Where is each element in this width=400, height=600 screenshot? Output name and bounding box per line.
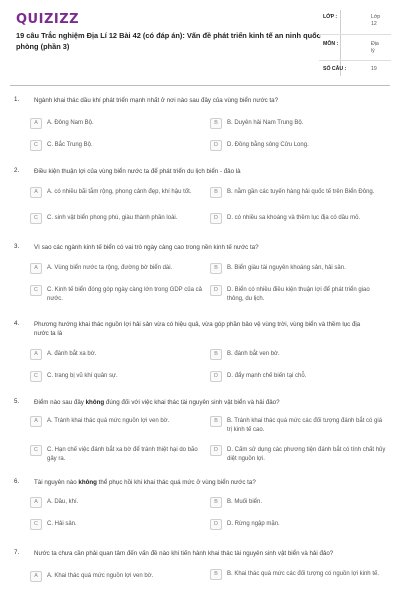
option-letter: B (210, 349, 222, 360)
option-letter: C (30, 213, 42, 224)
question-text-part: Điểm nào sau đây (34, 399, 86, 406)
question-number: 6. (14, 478, 20, 485)
option-letter: D (210, 519, 222, 530)
option-letter: C (30, 371, 42, 382)
option-text: D. có nhiều sa khoáng và thềm lục địa có dầu mỏ. (227, 215, 361, 221)
question-text: Vì sao các ngành kinh tế biển có vai trò ngày càng cao trong nền kinh tế nước ta? (34, 244, 259, 251)
question-number: 2. (14, 167, 20, 174)
question-text-part: thể phục hồi khi khai thác quá mức ở vùng biển nước ta? (96, 479, 256, 486)
option-letter: D (210, 140, 222, 151)
worksheet-title: 19 câu Trắc nghiệm Địa Lí 12 Bài 42 (có đáp án): Vấn đề phát triển kinh tế an ninh quốc phòng (phần 3) (16, 31, 321, 51)
option-text: B. đánh bắt ven bờ. (227, 351, 280, 357)
option-letter: D (210, 371, 222, 382)
question-number: 3. (14, 243, 20, 250)
option-letter: A (30, 118, 42, 129)
quizizz-logo: QUIZIZZ (16, 12, 80, 27)
option-text: B. Tránh khai thác quá mức các đối tượng đánh bắt có giá trị kinh tế cao. (227, 418, 383, 433)
meta-value-grade: Lớp 12 (371, 14, 381, 27)
option-letter: A (30, 497, 42, 508)
question-text-emphasis: không (78, 479, 97, 486)
question-text: Nước ta chưa cần phải quan tâm đến vấn đề nào khi tiến hành khai thác tài nguyên sinh vật biển và hải đảo? (34, 550, 334, 557)
option-letter: A (30, 349, 42, 360)
worksheet-header (10, 0, 390, 86)
option-letter: A (30, 571, 42, 582)
question-number: 4. (14, 320, 20, 327)
option-text: A. Khai thác quá mức nguồn lợi ven bờ. (47, 573, 154, 579)
option-text: D. Đồng bằng sông Cửu Long. (227, 142, 309, 148)
question-text: Điều kiện thuận lợi của vùng biển nước ta để phát triển du lịch biển - đảo là (34, 168, 241, 175)
option-text: D. đẩy mạnh chế biến tại chỗ. (227, 373, 307, 379)
question-number: 7. (14, 549, 20, 556)
question-text-part: Tài nguyên nào (34, 479, 79, 486)
option-text: C. Kinh tế biển đóng góp ngày càng lớn trong GDP của cả nước. (47, 287, 202, 302)
option-text: A. có nhiều bãi tắm rộng, phong cảnh đẹp, khí hậu tốt. (47, 189, 192, 195)
option-letter: C (30, 519, 42, 530)
option-letter: C (30, 140, 42, 151)
meta-label-count: SỐ CÂU : (323, 66, 347, 72)
option-letter: A (30, 187, 42, 198)
meta-label-subject: MÔN : (323, 41, 339, 47)
question-text-emphasis: không (85, 399, 105, 406)
option-letter: A (30, 263, 42, 274)
meta-divider (319, 34, 391, 35)
option-text: D. Biển có nhiều điều kiện thuận lợi để phát triển giao thông, du lịch. (227, 287, 370, 302)
question-number: 1. (14, 96, 20, 103)
meta-value-count: 19 (371, 66, 377, 72)
question-number: 5. (14, 398, 20, 405)
option-letter: D (210, 445, 222, 456)
option-letter: B (210, 497, 222, 508)
option-text: B. nằm gần các tuyến hàng hải quốc tế trên Biển Đông. (227, 189, 375, 195)
option-text: A. Đông Nam Bộ. (47, 120, 94, 126)
option-text: D. Cấm sử dụng các phương tiện đánh bắt có tính chất hủy diệt nguồn lợi. (227, 447, 386, 462)
option-text: C. sinh vật biển phong phú, giàu thành phần loài. (47, 215, 178, 221)
worksheet-meta (323, 10, 390, 76)
question-text: Phương hướng khai thác nguồn lợi hải sản vừa có hiệu quả, vừa góp phần bảo vệ vùng trời, vùng biển và thềm lục địa nước ta là (34, 321, 361, 337)
question-text (34, 478, 374, 487)
option-letter: C (30, 285, 42, 296)
option-text: B. Duyên hải Nam Trung Bộ. (227, 120, 304, 126)
option-letter: B (210, 118, 222, 129)
option-text: A. Tránh khai thác quá mức nguồn lợi ven bờ. (47, 418, 170, 424)
option-text: A. Vùng biển nước ta rộng, đường bờ biển dài. (47, 265, 173, 271)
meta-value-subject: Địa lý (371, 41, 379, 54)
option-text: A. Dầu, khí. (47, 499, 79, 505)
option-text: C. trang bị vũ khí quân sự. (47, 373, 118, 379)
option-letter: D (210, 285, 222, 296)
option-letter: B (210, 187, 222, 198)
option-text: D. Rừng ngập mặn. (227, 521, 280, 527)
option-text: C. Bắc Trung Bộ. (47, 142, 93, 148)
option-letter: A (30, 416, 42, 427)
meta-label-grade: LỚP : (323, 14, 338, 20)
question-text-part: đúng đối với việc khai thác tài nguyên sinh vật biển và hải đảo? (104, 399, 280, 406)
option-text: B. Biển giàu tài nguyên khoáng sản, hải sản. (227, 265, 346, 271)
option-text: B. Khai thác quá mức các đối tượng có nguồn lợi kinh tế. (227, 571, 379, 577)
option-letter: B (210, 416, 222, 427)
option-text: A. đánh bắt xa bờ. (47, 351, 97, 357)
option-text: C. Hạn chế việc đánh bắt xa bờ để tránh thiệt hại do bão gây ra. (47, 447, 198, 462)
option-letter: C (30, 445, 42, 456)
question-text: Ngành khai thác dầu khí phát triển mạnh nhất ở nơi nào sau đây của vùng biển nước ta? (34, 97, 279, 104)
meta-divider (319, 60, 391, 61)
question-text (34, 398, 374, 407)
option-text: C. Hải sản. (47, 521, 77, 527)
option-letter: D (210, 213, 222, 224)
option-text: B. Muối biển. (227, 499, 263, 505)
option-letter: B (210, 263, 222, 274)
option-letter: B (210, 569, 222, 580)
